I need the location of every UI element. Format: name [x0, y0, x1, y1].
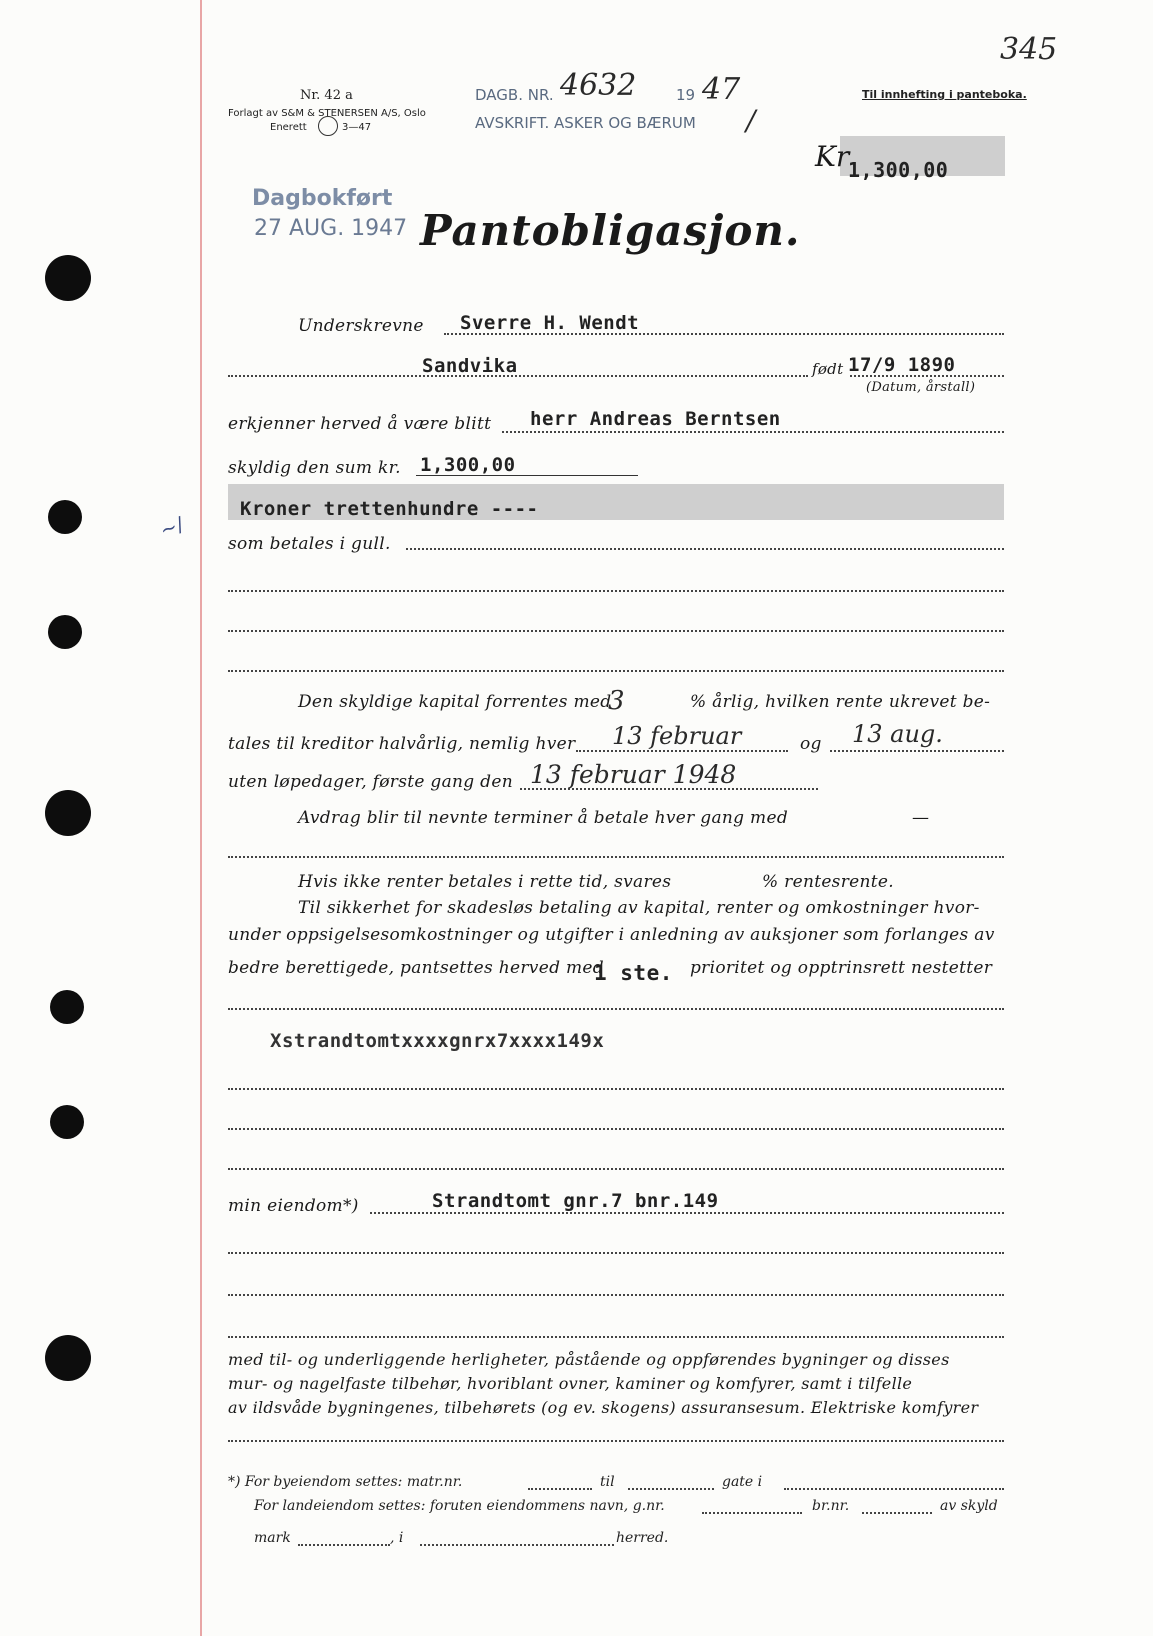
dagb-year-prefix: 19 — [676, 86, 696, 104]
herlighet-line3: av ildsvåde bygningenes, tilbehørets (og ev. skogens) assuransesum. Elektriske komfyrer — [228, 1398, 979, 1417]
footnote-dots — [298, 1544, 390, 1546]
gull-label: som betales i gull. — [228, 534, 391, 554]
footnote-dots — [862, 1512, 932, 1514]
creditor-value: herr Andreas Berntsen — [530, 408, 781, 430]
punch-hole — [45, 790, 91, 836]
eiendom-value: Strandtomt gnr.7 bnr.149 — [432, 1190, 719, 1212]
blank-line — [228, 1336, 1004, 1338]
footnote-line2-b: br.nr. — [812, 1498, 850, 1514]
tales-label: tales til kreditor halvårlig, nemlig hver — [228, 734, 576, 754]
blank-line — [228, 1128, 1004, 1130]
innhefting-note: Til innhefting i panteboka. — [862, 88, 1027, 101]
blank-line — [228, 856, 1004, 858]
arlig-label: % årlig, hvilken rente ukrevet be- — [690, 692, 991, 712]
sum-value: 1,300,00 — [420, 454, 516, 476]
blank-line — [228, 1294, 1004, 1296]
skyldig-label: skyldig den sum kr. — [228, 458, 401, 478]
footnote-line2-a: For landeiendom settes: foruten eiendommens navn, g.nr. — [254, 1498, 665, 1514]
undersk-label: Underskrevne — [298, 316, 424, 336]
og-label: og — [800, 734, 822, 754]
amount-label: Kr — [815, 140, 850, 173]
footnote-line1-c: gate i — [722, 1474, 763, 1490]
page-number: 345 — [1000, 32, 1058, 67]
blank-line — [228, 590, 1004, 592]
blank-line — [228, 1088, 1004, 1090]
lopedager-label: uten løpedager, første gang den — [228, 772, 513, 792]
place-value: Sandvika — [422, 355, 518, 377]
amount-value: 1,300,00 — [848, 158, 949, 182]
punch-hole — [50, 1105, 84, 1139]
footnote-line3-a: mark — [254, 1530, 291, 1546]
punch-hole — [50, 990, 84, 1024]
sikkerhet-line3a: bedre berettigede, pantsettes herved med — [228, 958, 604, 978]
dagbokfort-stamp: Dagbokført — [252, 186, 393, 211]
avskrift-tick: / — [746, 104, 756, 137]
avdrag-label: Avdrag blir til nevnte terminer å betale hver gang med — [298, 808, 788, 828]
footnote-dots — [628, 1488, 714, 1490]
blank-line — [228, 1440, 1004, 1442]
fodt-label: født — [812, 360, 844, 378]
margin-mark: ~/ — [156, 511, 187, 543]
rate-value: 3 — [608, 686, 625, 716]
dagb-number: 4632 — [560, 68, 637, 103]
creditor-line — [502, 431, 1004, 433]
first-value: 13 februar 1948 — [530, 760, 737, 789]
footnote-line1-a: *) For byeiendom settes: matr.nr. — [228, 1474, 463, 1490]
footnote-dots — [784, 1488, 1004, 1490]
prioritet-value: 1 ste. — [594, 961, 673, 985]
eiendom-line — [370, 1212, 1004, 1214]
avskrift-stamp: AVSKRIFT. ASKER OG BÆRUM — [475, 114, 696, 132]
sikkerhet-line3b: prioritet og opptrinsrett nestetter — [690, 958, 993, 978]
publisher-enerett: Enerett — [270, 122, 307, 133]
herlighet-line1: med til- og underliggende herligheter, påstående og oppførendes bygninger og disses — [228, 1350, 950, 1369]
footnote-dots — [528, 1488, 592, 1490]
struck-value: Xstrandtomtxxxxgnrx7xxxx149x — [270, 1030, 605, 1052]
footnote-line2-c: av skyld — [940, 1498, 998, 1514]
punch-hole — [45, 1335, 91, 1381]
dagb-year: 47 — [702, 72, 741, 107]
hvis-label: Hvis ikke renter betales i rette tid, svares — [298, 872, 672, 892]
kroner-value: Kroner trettenhundre ---- — [240, 498, 539, 520]
gull-line — [406, 548, 1004, 550]
punch-hole — [45, 255, 91, 301]
blank-line — [228, 670, 1004, 672]
place-line — [228, 375, 808, 377]
document-title: Pantobligasjon. — [420, 206, 801, 255]
date2-line — [830, 750, 1004, 752]
dagb-label: DAGB. NR. — [475, 86, 554, 104]
sikkerhet-line1: Til sikkerhet for skadesløs betaling av kapital, renter og omkostninger hvor- — [298, 898, 980, 918]
publisher-date: 3—47 — [342, 122, 372, 133]
form-number: Nr. 42 a — [300, 88, 353, 103]
date1-line — [576, 750, 788, 752]
punch-hole — [48, 615, 82, 649]
herlighet-line2: mur- og nagelfaste tilbehør, hvoriblant ovner, kaminer og komfyrer, samt i tilfelle — [228, 1374, 913, 1393]
undersk-value: Sverre H. Wendt — [460, 312, 640, 334]
date2-value: 13 aug. — [852, 720, 943, 748]
footnote-line3-c: herred. — [616, 1530, 669, 1546]
footnote-line1-b: til — [600, 1474, 615, 1490]
punch-hole — [48, 500, 82, 534]
kapital-label: Den skyldige kapital forrentes med — [298, 692, 612, 712]
blank-line — [228, 630, 1004, 632]
rentesrente-label: % rentesrente. — [762, 872, 894, 892]
blank-line — [228, 1252, 1004, 1254]
fodt-value: 17/9 1890 — [848, 354, 956, 376]
margin-line — [200, 0, 202, 1636]
blank-line — [228, 1008, 1004, 1010]
eiendom-label: min eiendom*) — [228, 1196, 359, 1216]
avdrag-value: — — [912, 808, 930, 828]
erkjenner-label: erkjenner herved å være blitt — [228, 414, 492, 434]
publisher: Forlagt av S&M & STENERSEN A/S, Oslo — [228, 108, 426, 119]
sikkerhet-line2: under oppsigelsesomkostninger og utgifter i anledning av auksjoner som forlanges av — [228, 925, 995, 945]
dagbokfort-date: 27 AUG. 1947 — [254, 216, 408, 241]
footnote-line3-b: , i — [390, 1530, 404, 1546]
footnote-dots — [420, 1544, 614, 1546]
footnote-dots — [702, 1512, 802, 1514]
datum-label: (Datum, årstall) — [866, 380, 976, 395]
date1-value: 13 februar — [612, 722, 742, 750]
blank-line — [228, 1168, 1004, 1170]
publisher-logo — [318, 116, 338, 136]
